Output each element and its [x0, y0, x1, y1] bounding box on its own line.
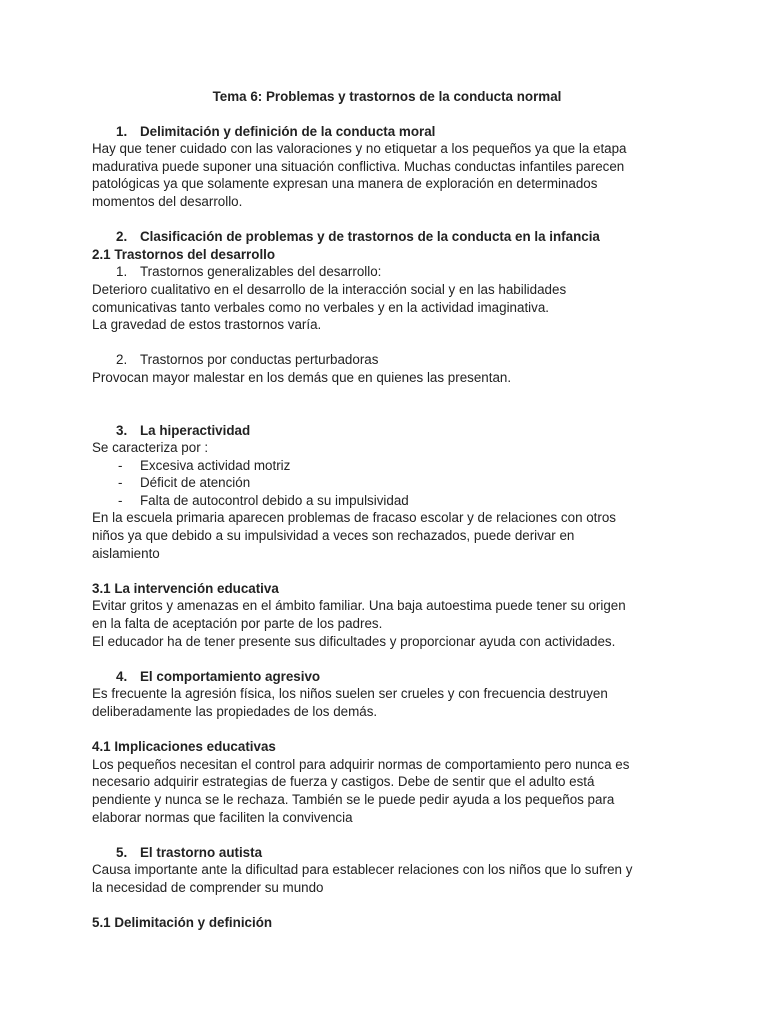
paragraph-line: aislamiento [92, 545, 160, 561]
bullet-item [92, 457, 682, 475]
paragraph-line: Evitar gritos y amenazas en el ámbito familiar. Una baja autoestima puede tener su origen [92, 598, 626, 614]
paragraph-line: La gravedad de estos trastornos varía. [92, 317, 322, 333]
bullet-text: Excesiva actividad motriz [140, 457, 291, 473]
spacer [92, 211, 682, 229]
paragraph-line: deliberadamente las propiedades de los demás. [92, 704, 378, 719]
spacer [92, 562, 682, 580]
section-2-heading [92, 228, 682, 246]
list-item [92, 351, 682, 369]
paragraph-line: necesario adquirir estrategias de fuerza y castigos. Debe de sentir que el adulto está [92, 774, 595, 790]
section-4-title: El comportamiento agresivo [140, 668, 321, 684]
bullet-dash: - [118, 457, 123, 473]
section-5-title: El trastorno autista [140, 844, 263, 860]
paragraph-line: Es frecuente la agresión física, los niños suelen ser crueles y con frecuencia destruyen [92, 686, 608, 702]
spacer [92, 334, 682, 352]
subsection-2-1-heading: 2.1 Trastornos del desarrollo [92, 246, 276, 262]
paragraph-line: madurativa puede suponer una situación conflictiva. Muchas conductas infantiles parecen [92, 158, 625, 174]
paragraph-line: la necesidad de comprender su mundo [92, 879, 324, 895]
list-item-number: 2. [116, 352, 128, 368]
section-2-title: Clasificación de problemas y de trastornos de la conducta en la infancia [140, 229, 600, 245]
bullet-item [92, 492, 682, 510]
section-1-number: 1. [116, 123, 128, 139]
spacer [92, 650, 682, 668]
section-2-number: 2. [116, 229, 128, 245]
section-3-heading [92, 422, 682, 440]
spacer [92, 826, 682, 844]
subsection-4-1-heading: 4.1 Implicaciones educativas [92, 739, 276, 755]
paragraph-line: Causa importante ante la dificultad para establecer relaciones con los niños que lo sufren y [92, 862, 633, 878]
bullet-text: Falta de autocontrol debido a su impulsividad [140, 492, 409, 508]
paragraph-line: en la falta de aceptación por parte de los padres. [92, 616, 383, 632]
spacer [92, 721, 682, 739]
bullet-dash: - [118, 475, 123, 491]
paragraph-line: niños ya que debido a su impulsividad a veces son rechazados, puede derivar en [92, 528, 575, 544]
section-3-title: La hiperactividad [140, 422, 251, 438]
paragraph-line: Se caracteriza por : [92, 440, 209, 456]
subsection-5-1-heading: 5.1 Delimitación y definición [92, 915, 273, 931]
paragraph-line: patológicas ya que solamente expresan una manera de exploración en determinados [92, 176, 598, 192]
list-item-label: Trastornos por conductas perturbadoras [140, 352, 379, 368]
list-item [92, 263, 682, 281]
spacer [92, 897, 682, 915]
paragraph-line: comunicativas tanto verbales como no verbales y en la actividad imaginativa. [92, 299, 550, 315]
section-4-number: 4. [116, 668, 128, 684]
subsection-3-1-heading: 3.1 La intervención educativa [92, 580, 279, 596]
list-item-label: Trastornos generalizables del desarrollo: [140, 264, 382, 280]
paragraph-line: pendiente y nunca se le rechaza. También se le puede pedir ayuda a los pequeños para [92, 791, 615, 807]
document-body [92, 88, 682, 932]
section-4-heading [92, 668, 682, 686]
bullet-text: Déficit de atención [140, 475, 251, 491]
paragraph-line: En la escuela primaria aparecen problemas de fracaso escolar y de relaciones con otros [92, 510, 617, 526]
section-5-number: 5. [116, 844, 128, 860]
paragraph-line: momentos del desarrollo. [92, 193, 243, 209]
paragraph-line: Hay que tener cuidado con las valoraciones y no etiquetar a los pequeños ya que la etapa [92, 141, 627, 157]
paragraph-line: Deterioro cualitativo en el desarrollo de la interacción social y en las habilidades [92, 281, 567, 297]
section-1-title: Delimitación y definición de la conducta moral [140, 123, 436, 139]
bullet-dash: - [118, 492, 123, 508]
section-1-heading [92, 123, 682, 141]
spacer [92, 387, 682, 422]
paragraph-line: Los pequeños necesitan el control para adquirir normas de comportamiento pero nunca es [92, 756, 630, 772]
list-item-number: 1. [116, 264, 128, 280]
paragraph-line: El educador ha de tener presente sus dificultades y proporcionar ayuda con actividades. [92, 633, 616, 649]
section-3-number: 3. [116, 422, 128, 438]
document-title: Tema 6: Problemas y trastornos de la conducta normal [212, 89, 562, 104]
section-5-heading [92, 844, 682, 862]
paragraph-line: elaborar normas que faciliten la convivencia [92, 809, 353, 825]
paragraph-line: Provocan mayor malestar en los demás que en quienes las presentan. [92, 369, 512, 385]
bullet-item [92, 474, 682, 492]
